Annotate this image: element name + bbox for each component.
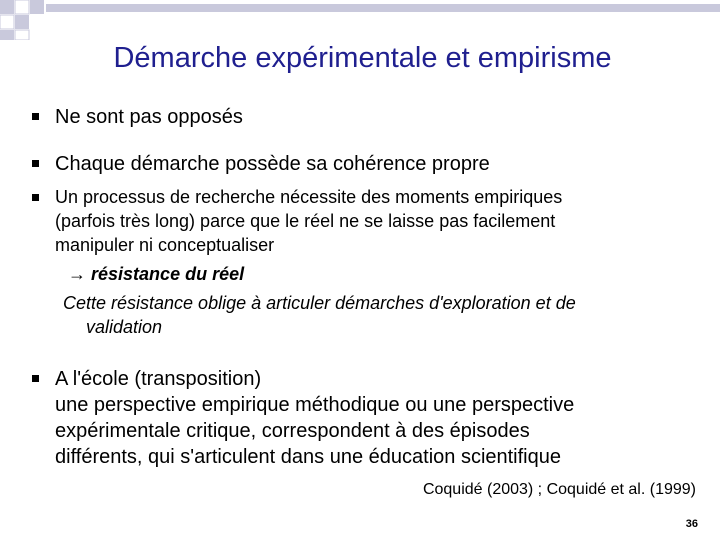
bullet-line: une perspective empirique méthodique ou une perspective [55, 394, 575, 416]
bullet-text: Chaque démarche possède sa cohérence propre [55, 153, 490, 175]
arrow-icon: → [68, 264, 86, 284]
corner-decoration [0, 0, 720, 40]
bullet-paragraph [55, 366, 574, 470]
emphasis-text: résistance du réel [91, 264, 245, 284]
bullet-marker [32, 375, 39, 382]
bullet-line: différents, qui s'articulent dans une éducation scientifique [55, 446, 561, 468]
bullet-marker [32, 194, 39, 201]
bullet-line: A l'école (transposition) [55, 368, 262, 390]
emphasis-line [68, 262, 244, 286]
note-line: validation [86, 317, 163, 337]
citation: Coquidé (2003) ; Coquidé et al. (1999) [422, 481, 696, 498]
bullet-marker [32, 160, 39, 167]
page-number: 36 [685, 518, 698, 530]
bullet-line: expérimentale critique, correspondent à des épisodes [55, 420, 530, 442]
note-line: Cette résistance oblige à articuler démarches d'exploration et de [63, 293, 576, 313]
slide-title: Démarche expérimentale et empirisme [113, 42, 612, 74]
bullet-paragraph [55, 185, 562, 257]
bullet-marker [32, 113, 39, 120]
bullet-line: Un processus de recherche nécessite des moments empiriques [55, 187, 563, 207]
bullet-text: Ne sont pas opposés [55, 106, 243, 128]
bullet-line: manipuler ni conceptualiser [55, 235, 275, 255]
bullet-line: (parfois très long) parce que le réel ne se laisse pas facilement [55, 211, 556, 231]
